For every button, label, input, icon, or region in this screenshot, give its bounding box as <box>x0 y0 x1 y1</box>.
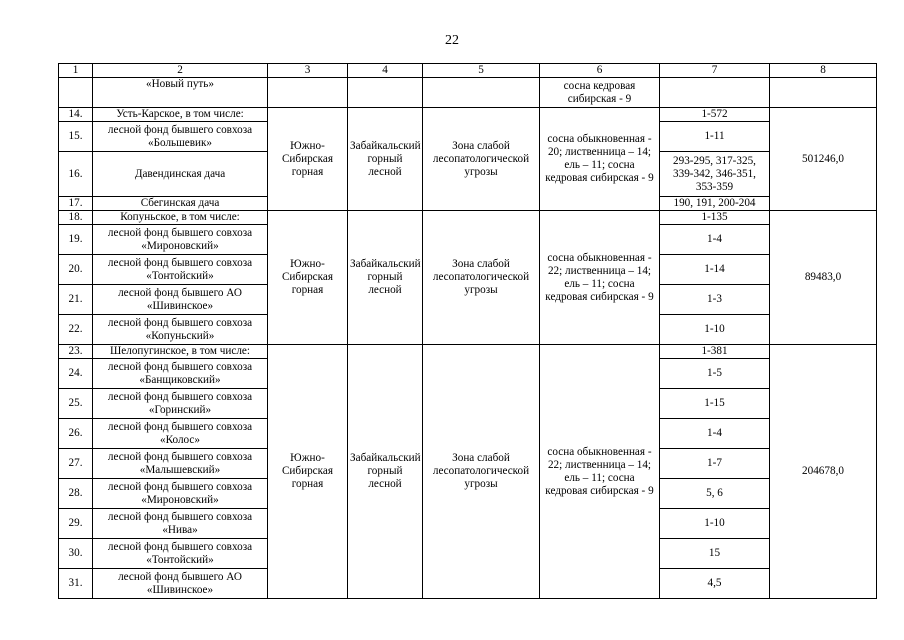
name-cell: Усть-Карское, в том числе: <box>93 108 268 122</box>
name-cell: лесной фонд бывшего совхоза «Мироновский» <box>93 225 268 255</box>
row-number: 17. <box>59 197 93 211</box>
quarter-cell: 1-4 <box>660 225 770 255</box>
row-number: 24. <box>59 359 93 389</box>
name-cell: лесной фонд бывшего совхоза «Тонтойский» <box>93 539 268 569</box>
name-cell: лесной фонд бывшего совхоза «Большевик» <box>93 122 268 152</box>
area-cell: 501246,0 <box>770 108 877 211</box>
row-number: 15. <box>59 122 93 152</box>
quarter-cell: 1-7 <box>660 449 770 479</box>
forest-table <box>58 63 877 599</box>
table-row <box>59 211 877 225</box>
area-cell: 89483,0 <box>770 211 877 345</box>
quarter-cell: 1-10 <box>660 509 770 539</box>
header-cell: 3 <box>268 64 348 78</box>
quarter-cell: 1-15 <box>660 389 770 419</box>
quarter-cell: 15 <box>660 539 770 569</box>
quarter-cell: 1-14 <box>660 255 770 285</box>
header-row <box>59 64 877 78</box>
name-cell: лесной фонд бывшего совхоза «Малышевский» <box>93 449 268 479</box>
name-cell: лесной фонд бывшего совхоза «Нива» <box>93 509 268 539</box>
name-cell: лесной фонд бывшего АО «Шивинское» <box>93 569 268 599</box>
pest-zone-cell: Зона слабой лесопатологической угрозы <box>423 345 540 599</box>
header-cell: 2 <box>93 64 268 78</box>
table-row <box>59 108 877 122</box>
quarter-cell: 1-11 <box>660 122 770 152</box>
name-cell: «Новый путь» <box>93 78 268 108</box>
species-cell: сосна кедровая сибирская - 9 <box>540 78 660 108</box>
name-cell: Сбегинская дача <box>93 197 268 211</box>
quarter-cell: 190, 191, 200-204 <box>660 197 770 211</box>
region-cell: Южно-Сибирская горная <box>268 108 348 211</box>
row-number: 20. <box>59 255 93 285</box>
header-cell: 5 <box>423 64 540 78</box>
row-number: 18. <box>59 211 93 225</box>
table-row <box>59 345 877 359</box>
quarter-cell: 1-4 <box>660 419 770 449</box>
quarter-cell: 1-5 <box>660 359 770 389</box>
name-cell: Давендинская дача <box>93 152 268 197</box>
name-cell: лесной фонд бывшего совхоза «Тонтойский» <box>93 255 268 285</box>
row-number: 30. <box>59 539 93 569</box>
region-cell: Южно-Сибирская горная <box>268 211 348 345</box>
header-cell: 1 <box>59 64 93 78</box>
header-cell: 6 <box>540 64 660 78</box>
species-cell: сосна обыкновенная - 20; лиственница – 14; ель – 11; сосна кедровая сибирская - 9 <box>540 108 660 211</box>
quarter-cell: 1-381 <box>660 345 770 359</box>
quarter-cell: 1-10 <box>660 315 770 345</box>
row-number: 26. <box>59 419 93 449</box>
name-cell: лесной фонд бывшего совхоза «Копуньский» <box>93 315 268 345</box>
name-cell: лесной фонд бывшего АО «Шивинское» <box>93 285 268 315</box>
header-cell: 8 <box>770 64 877 78</box>
row-number: 16. <box>59 152 93 197</box>
header-cell: 4 <box>348 64 423 78</box>
pest-zone-cell: Зона слабой лесопатологической угрозы <box>423 108 540 211</box>
area-cell: 204678,0 <box>770 345 877 599</box>
zone-cell: Забайкальский горный лесной <box>348 108 423 211</box>
name-cell: Копуньское, в том числе: <box>93 211 268 225</box>
region-cell: Южно-Сибирская горная <box>268 345 348 599</box>
header-cell: 7 <box>660 64 770 78</box>
table-row <box>59 78 877 108</box>
row-number: 28. <box>59 479 93 509</box>
quarter-cell: 1-135 <box>660 211 770 225</box>
row-number: 25. <box>59 389 93 419</box>
name-cell: лесной фонд бывшего совхоза «Колос» <box>93 419 268 449</box>
row-number: 22. <box>59 315 93 345</box>
pest-zone-cell: Зона слабой лесопатологической угрозы <box>423 211 540 345</box>
page-number: 22 <box>445 33 459 48</box>
row-number: 31. <box>59 569 93 599</box>
species-cell: сосна обыкновенная - 22; лиственница – 14; ель – 11; сосна кедровая сибирская - 9 <box>540 211 660 345</box>
row-number: 29. <box>59 509 93 539</box>
name-cell: Шелопугинское, в том числе: <box>93 345 268 359</box>
species-cell: сосна обыкновенная - 22; лиственница – 14; ель – 11; сосна кедровая сибирская - 9 <box>540 345 660 599</box>
quarter-cell: 5, 6 <box>660 479 770 509</box>
name-cell: лесной фонд бывшего совхоза «Мироновский» <box>93 479 268 509</box>
quarter-cell: 4,5 <box>660 569 770 599</box>
name-cell: лесной фонд бывшего совхоза «Горинский» <box>93 389 268 419</box>
name-cell: лесной фонд бывшего совхоза «Банщиковский» <box>93 359 268 389</box>
row-number: 14. <box>59 108 93 122</box>
row-number: 21. <box>59 285 93 315</box>
zone-cell: Забайкальский горный лесной <box>348 211 423 345</box>
quarter-cell: 1-572 <box>660 108 770 122</box>
row-number: 27. <box>59 449 93 479</box>
row-number: 23. <box>59 345 93 359</box>
zone-cell: Забайкальский горный лесной <box>348 345 423 599</box>
quarter-cell: 1-3 <box>660 285 770 315</box>
row-number: 19. <box>59 225 93 255</box>
quarter-cell: 293-295, 317-325, 339-342, 346-351, 353-359 <box>660 152 770 197</box>
